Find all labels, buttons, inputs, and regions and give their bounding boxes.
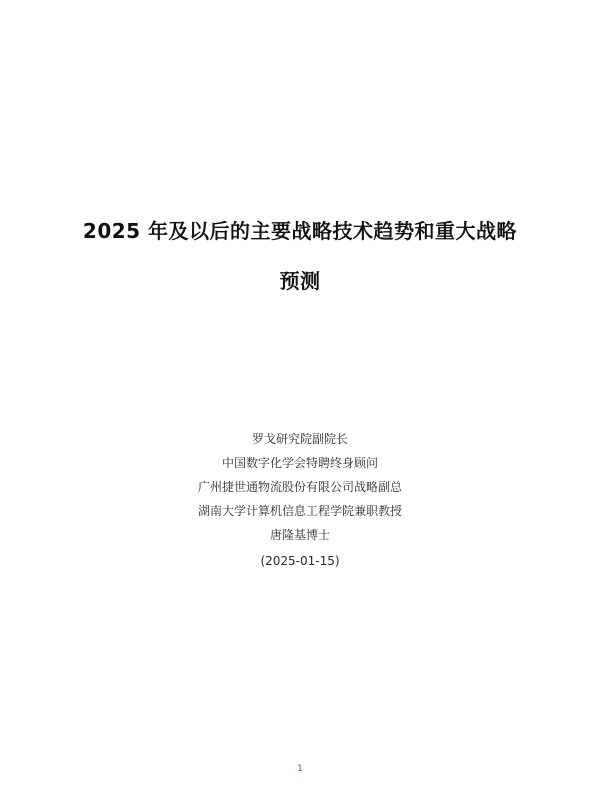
author-info — [40, 431, 560, 577]
author-position-4: 湖南大学计算机信息工程学院兼职教授 — [197, 504, 402, 518]
author-position-1: 罗戈研究院副院长 — [251, 432, 348, 446]
document-title-line-2: 预测 — [279, 269, 321, 293]
author-position-2: 中国数字化学会特聘终身顾问 — [221, 456, 378, 470]
document-date: (2025-01-15) — [260, 554, 340, 568]
author-position-3: 广州捷世通物流股份有限公司战略副总 — [197, 480, 402, 494]
document-title-line-1: 2025 年及以后的主要战略技术趋势和重大战略 — [82, 219, 518, 243]
author-name: 唐隆基博士 — [269, 528, 330, 542]
page-number: 1 — [297, 764, 303, 774]
